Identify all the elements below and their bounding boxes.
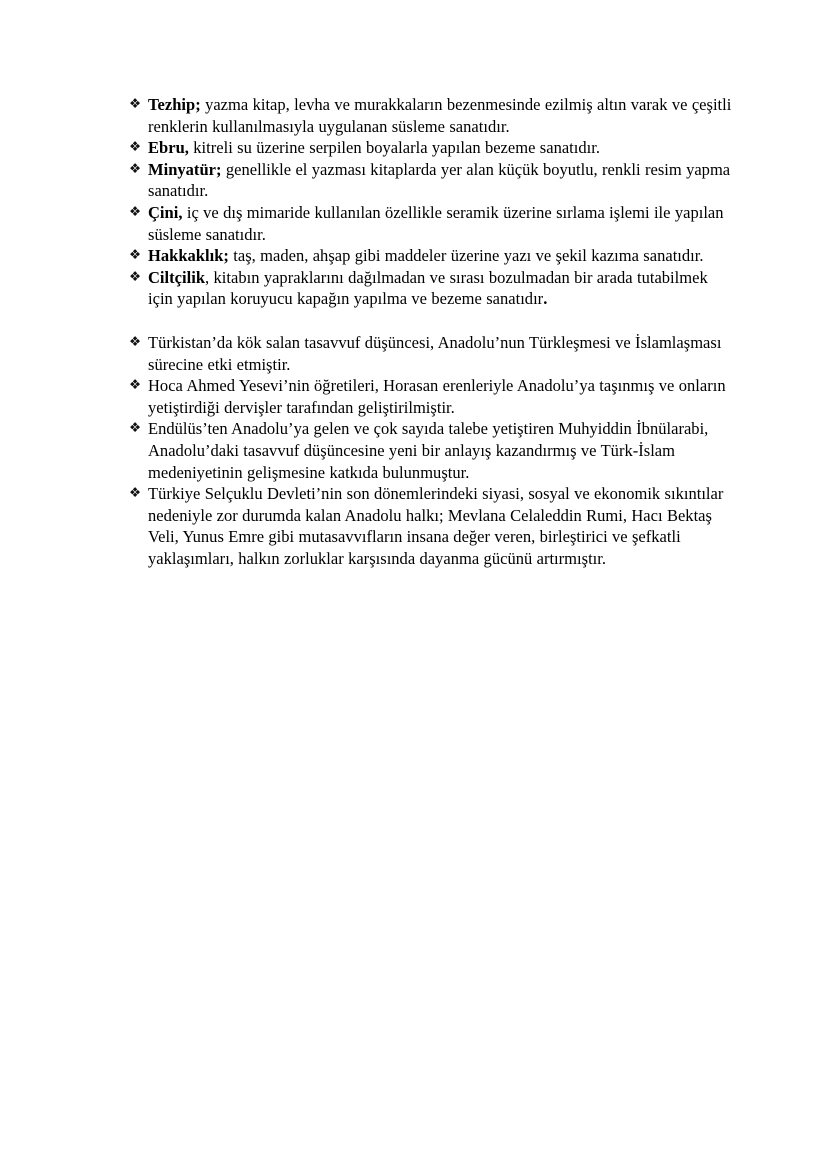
diamond-bullet-icon: ❖ bbox=[129, 203, 142, 220]
document-body bbox=[128, 94, 732, 569]
diamond-bullet-icon: ❖ bbox=[129, 160, 142, 177]
list-item-body: kitreli su üzerine serpilen boyalarla yapılan bezeme sanatıdır. bbox=[188, 138, 601, 158]
bullet-list-tasavvuf-in-anatolia bbox=[128, 332, 732, 570]
list-item-lead: Çini, bbox=[148, 202, 183, 222]
list-item-tail: . bbox=[543, 289, 548, 309]
list-item-text bbox=[148, 332, 732, 375]
list-item-lead: Minyatür; bbox=[148, 159, 222, 179]
list-item bbox=[128, 267, 732, 310]
diamond-bullet-icon: ❖ bbox=[129, 139, 142, 156]
list-item bbox=[128, 375, 732, 418]
list-item-body: Hoca Ahmed Yesevi’nin öğretileri, Horasan erenleriyle Anadolu’ya taşınmış ve onların yetiştirdiği dervişler tarafından geliştirilmiştir. bbox=[148, 376, 726, 417]
list-item-lead: Hakkaklık; bbox=[148, 246, 229, 266]
diamond-bullet-icon: ❖ bbox=[129, 333, 142, 350]
list-item bbox=[128, 245, 732, 267]
list-item bbox=[128, 159, 732, 202]
bullet-list-turkish-islamic-arts bbox=[128, 94, 732, 310]
list-item-text bbox=[148, 94, 732, 137]
list-item-body: taş, maden, ahşap gibi maddeler üzerine yazı ve şekil kazıma sanatıdır. bbox=[228, 246, 704, 266]
list-item-text bbox=[148, 375, 732, 418]
diamond-bullet-icon: ❖ bbox=[129, 96, 142, 112]
list-item-body: , kitabın yapraklarını dağılmadan ve sırası bozulmadan bir arada tutabilmek için yapılan koruyucu kapağın yapılma ve bezeme sanatıdır bbox=[148, 267, 708, 309]
list-item bbox=[128, 202, 732, 245]
list-item-body: Türkiye Selçuklu Devleti’nin son dönemlerindeki siyasi, sosyal ve ekonomik sıkıntılar nedeniyle zor durumda kalan Anadolu halkı; Mevlana Celaleddin Rumi, Hacı Bektaş Veli, Yunus Emre gibi mutasavvıfların insana değer veren, birleştirici ve şefkatli yaklaşımları, halkın zorluklar karşısında dayanma gücünü artırmıştır. bbox=[148, 484, 724, 568]
list-item-lead: Ciltçilik bbox=[148, 267, 206, 287]
list-item bbox=[128, 332, 732, 375]
diamond-bullet-icon: ❖ bbox=[129, 377, 142, 394]
list-item-text bbox=[148, 418, 732, 483]
diamond-bullet-icon: ❖ bbox=[129, 268, 142, 285]
list-item-text bbox=[148, 245, 732, 267]
list-item-text bbox=[148, 159, 732, 202]
list-item-body: Türkistan’da kök salan tasavvuf düşüncesi, Anadolu’nun Türkleşmesi ve İslamlaşması sürecine etki etmiştir. bbox=[148, 332, 722, 374]
list-item bbox=[128, 94, 732, 137]
list-item bbox=[128, 137, 732, 159]
list-item-lead: Tezhip; bbox=[148, 95, 201, 114]
diamond-bullet-icon: ❖ bbox=[129, 420, 142, 437]
section-spacer bbox=[128, 310, 732, 332]
list-item bbox=[128, 418, 732, 483]
list-item-lead: Ebru, bbox=[148, 138, 189, 158]
list-item-text bbox=[148, 137, 732, 159]
list-item-body: genellikle el yazması kitaplarda yer alan küçük boyutlu, renkli resim yapma sanatıdır. bbox=[148, 159, 731, 201]
list-item-body: Endülüs’ten Anadolu’ya gelen ve çok sayıda talebe yetiştiren Muhyiddin İbnülarabi, Anadolu’daki tasavvuf düşüncesine yeni bir anlayış kazandırmış ve Türk-İslam medeniyetinin gelişmesine katkıda bulunmuştur. bbox=[148, 419, 709, 482]
diamond-bullet-icon: ❖ bbox=[129, 485, 142, 502]
diamond-bullet-icon: ❖ bbox=[129, 247, 142, 264]
list-item-text bbox=[148, 202, 732, 245]
list-item-body: yazma kitap, levha ve murakkaların bezenmesinde ezilmiş altın varak ve çeşitli renklerin kullanılmasıyla uygulanan süsleme sanatıdır. bbox=[148, 95, 732, 136]
list-item bbox=[128, 483, 732, 569]
list-item-body: iç ve dış mimaride kullanılan özellikle seramik üzerine sırlama işlemi ile yapılan süsleme sanatıdır. bbox=[148, 202, 724, 244]
list-item-text bbox=[148, 267, 732, 310]
list-item-text bbox=[148, 483, 732, 569]
